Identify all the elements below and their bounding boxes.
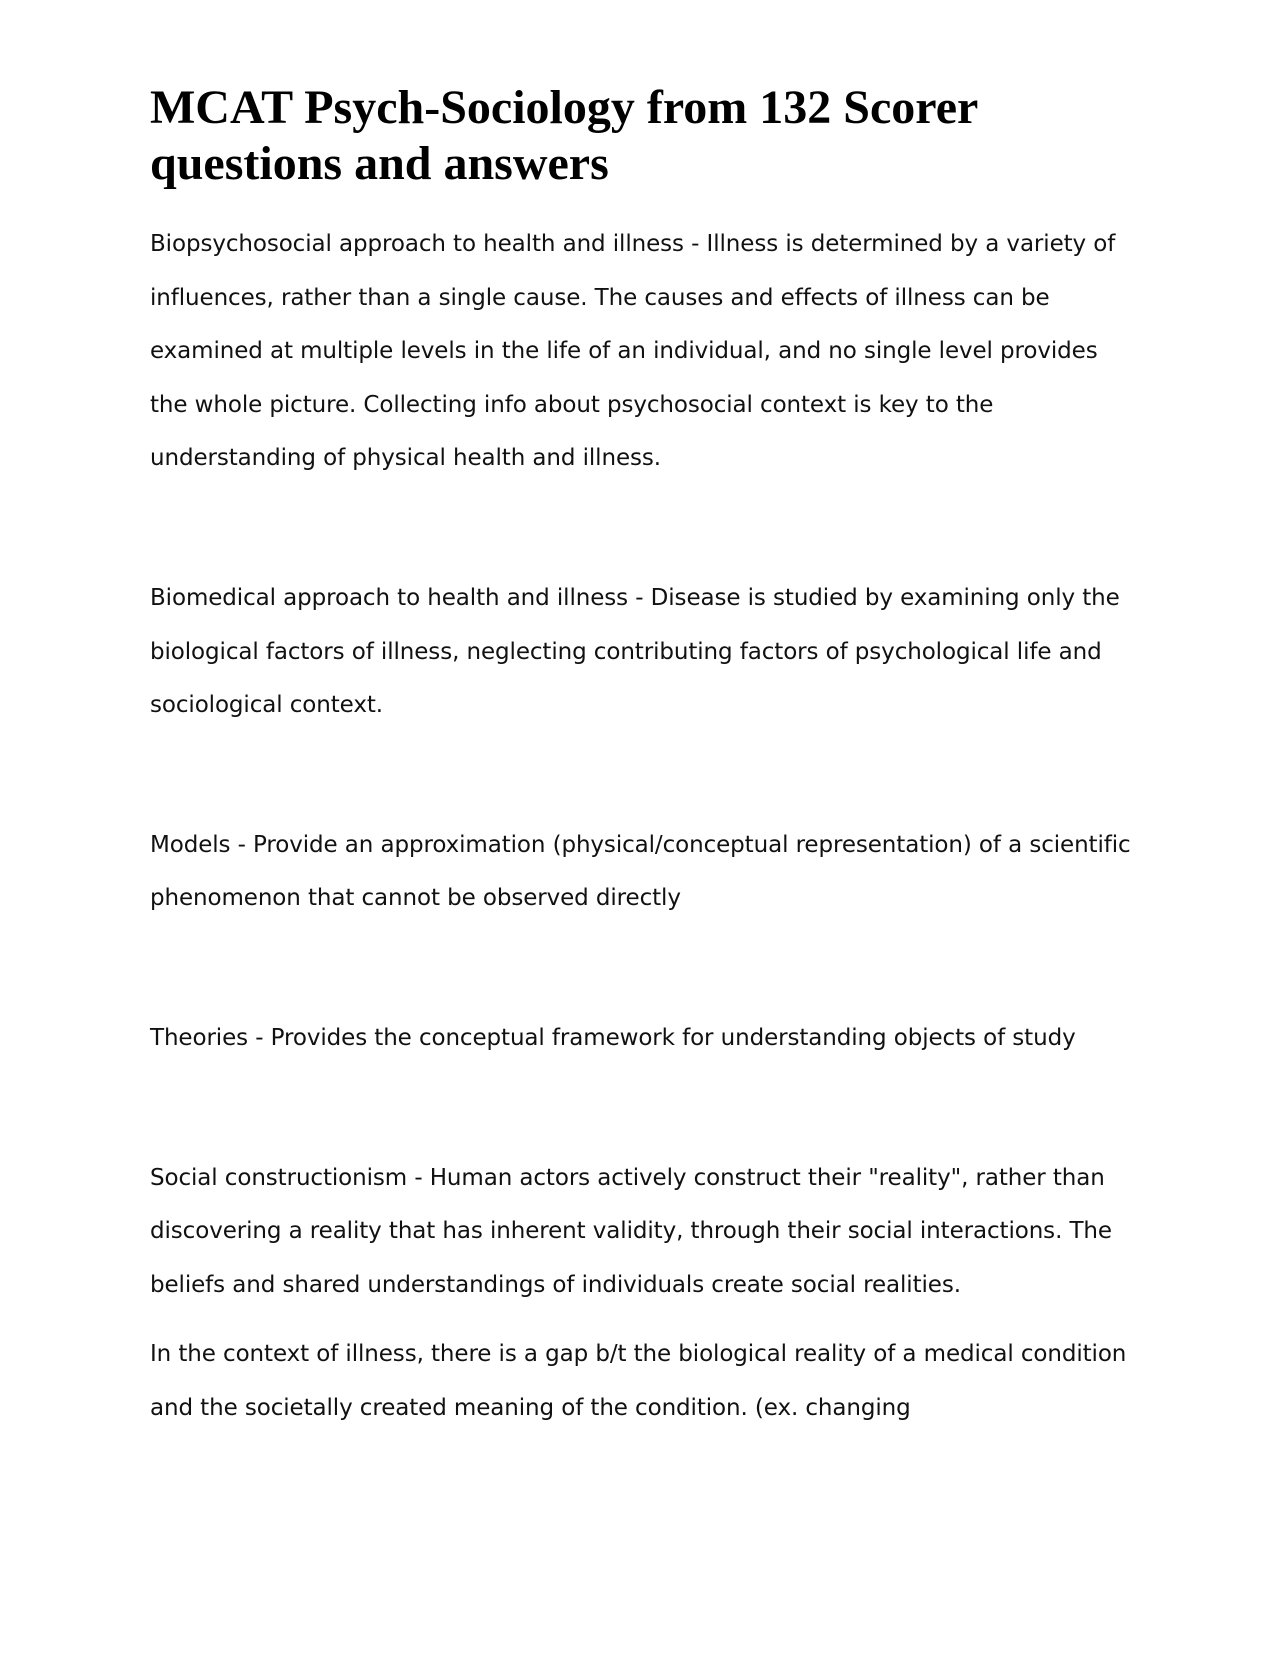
paragraph-biomedical: Biomedical approach to health and illness - Disease is studied by examining only the biological factors of illness, neglecting contributing factors of psychological life and sociological context. (150, 584, 1120, 719)
paragraph-theories: Theories - Provides the conceptual framework for understanding objects of study (150, 1024, 1076, 1051)
paragraph-biopsychosocial: Biopsychosocial approach to health and illness - Illness is determined by a variety of influences, rather than a single cause. The causes and effects of illness can be examined at multiple levels in the life of an individual, and no single level provides the whole picture. Collecting info about psychosocial context is key to the understanding of physical health and illness. (150, 231, 1116, 472)
document-title: MCAT Psych-Sociology from 132 Scorer questions and answers (150, 81, 978, 190)
paragraph-models: Models - Provide an approximation (physical/conceptual representation) of a scientific phenomenon that cannot be observed directly (150, 831, 1131, 912)
paragraph-social-constructionism: Social constructionism - Human actors actively construct their "reality", rather than discovering a reality that has inherent validity, through their social interactions. The beliefs and shared understandings of individuals create social realities. (150, 1164, 1112, 1298)
paragraph-illness-context: In the context of illness, there is a gap b/t the biological reality of a medical condition and the societally created meaning of the condition. (ex. changing (150, 1341, 1127, 1421)
document-body (150, 80, 1135, 1436)
